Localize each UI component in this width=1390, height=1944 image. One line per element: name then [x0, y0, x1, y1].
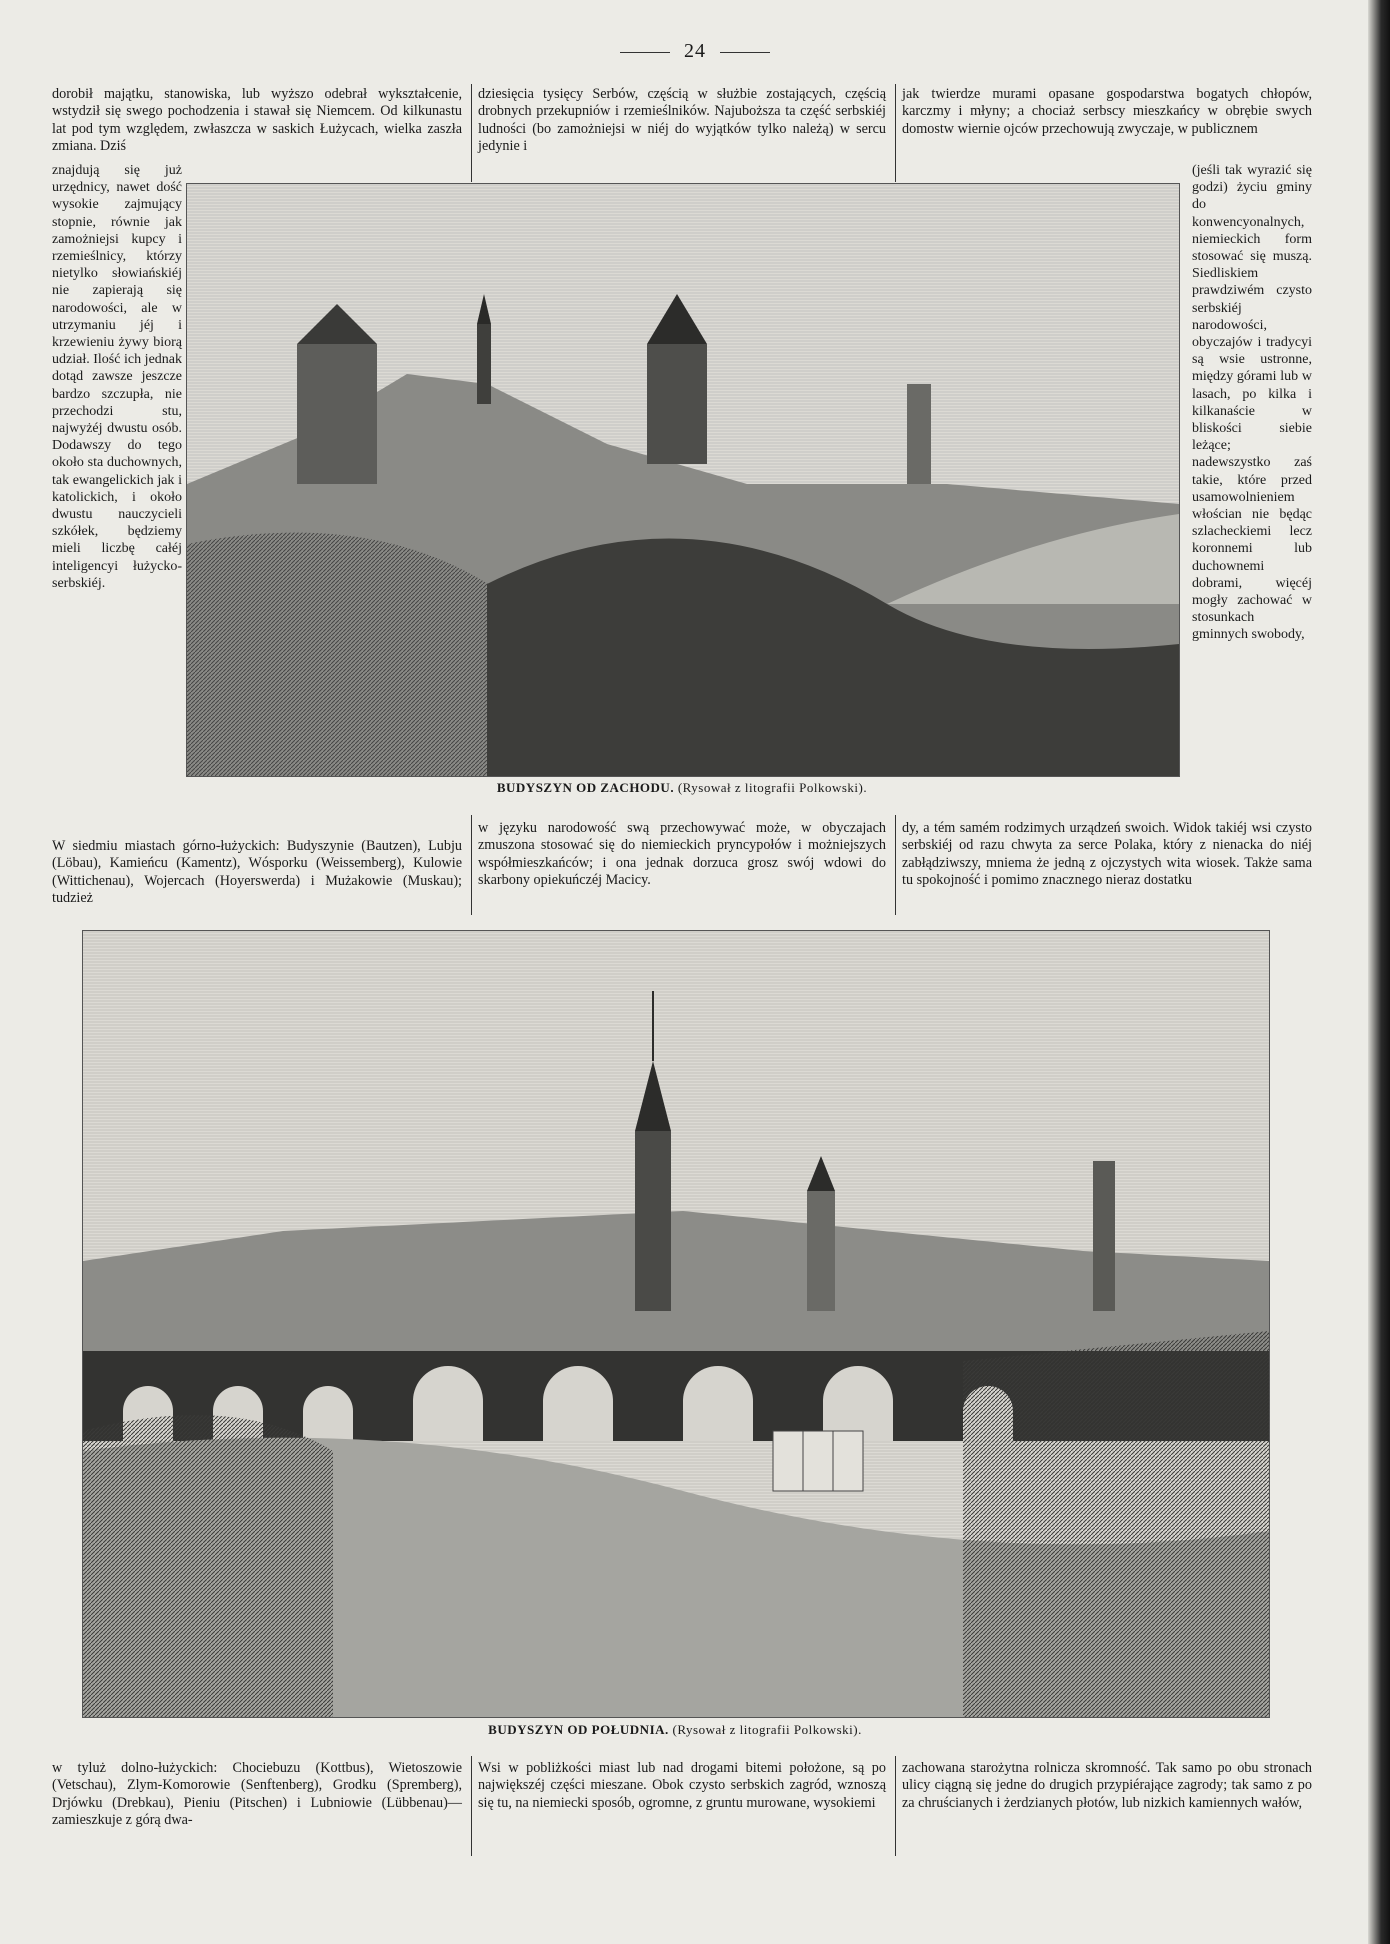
caption-1-note: (Rysował z litografii Polkowski). — [677, 780, 868, 795]
caption-2-note: (Rysował z litografii Polkowski). — [672, 1722, 862, 1737]
page-number-text: 24 — [684, 40, 706, 62]
column-rule — [471, 84, 472, 182]
column-rule — [895, 815, 896, 915]
bottom-right-column: zachowana starożytna rolnicza skromność. Tak samo po obu stronach ulicy ciągną się jedne do drugich przypiérające zagrody; tak samo z po za chruścianych i żerdzianych płotów, lub nizkich kamiennych wałów, — [902, 1760, 1312, 1811]
column-rule — [471, 1756, 472, 1856]
caption-illustration-2 — [82, 1722, 1268, 1738]
top-left-column: dorobił majątku, stanowiska, lub wyższo odebrał wykształcenie, wstydził się swego pochodzenia i stawał się Niemcem. Od kilkunastu lat pod tym względem, zwłaszcza w saskich Łużycach, wielka zaszła zmiana. Dziś — [52, 86, 462, 155]
page-number — [0, 40, 1390, 63]
caption-2-title: BUDYSZYN OD POŁUDNIA. — [488, 1722, 669, 1737]
mid-middle-column: w języku narodowość swą przechowywać może, w obyczajach zmuszona stosować się do niemieckich pryncypołów i możniejszych współmieszkańców; i ona jednak dorzuca grosz swój wdowi do skarbony opiekuńczéj Macicy. — [478, 820, 886, 889]
column-rule — [471, 815, 472, 915]
top-middle-column: dziesięcia tysięcy Serbów, częścią w służbie zostających, częścią drobnych przekupniów i rzemieślników. Najuboższa ta część serbskiéj ludności (bo zamożniejsi w niéj do wyjątków tylko należą) w sercu jedynie i — [478, 86, 886, 155]
column-rule — [895, 84, 896, 182]
illustration-bautzen-south — [82, 930, 1270, 1718]
mid-right-column: dy, a tém samém rodzimych urządzeń swoich. Widok takiéj wsi czysto serbskiéj od razu chwyta za serce Polaka, który z nienacka do niéj zabłądziwszy, mniema że jedną z ojczystych wita wiosek. Także sama tu spokojność i pomimo znacznego nieraz dostatku — [902, 820, 1312, 889]
right-narrow-column: (jeśli tak wyrazić się godzi) życiu gminy do konwencyonalnych, niemieckich form stosować się muszą. Siedliskiem prawdziwém czysto serbskiéj narodowości, obyczajów i tradycyi są wsie ustronne, między górami lub w lasach, po kilka i kilkanaście w bliskości siebie leżące; nadewszystko zaś takie, które przed usamowolnieniem włościan nie będąc szlacheckiemi lecz koronnemi lub duchownemi dobrami, więcéj mogły zachować w stosunkach gminnych swobody, — [1192, 163, 1312, 643]
illustration-bautzen-west — [186, 183, 1180, 777]
bottom-middle-column: Wsi w pobliżkości miast lub nad drogami bitemi położone, są po największéj części mieszane. Obok czysto serbskich zagród, wznoszą się tu, na niemiecki sposób, ogromne, z gruntu murowane, wysokiemi — [478, 1760, 886, 1811]
column-rule — [895, 1756, 896, 1856]
binding-edge — [1368, 0, 1390, 1944]
caption-1-title: BUDYSZYN OD ZACHODU. — [496, 780, 675, 795]
top-right-column: jak twierdze murami opasane gospodarstwa bogatych chłopów, karczmy i młyny; a chociaż serbscy mieszkańcy w obrębie swych domostw wiernie ojców przechowują zwyczaje, w publicznem — [902, 86, 1312, 137]
caption-illustration-1 — [186, 780, 1178, 796]
bottom-left-column: w tyluż dolno-łużyckich: Chociebuzu (Kottbus), Wietoszowie (Vetschau), Zlym-Komorowie (Senftenberg), Grodku (Spremberg), Drjówku (Drebkau), Pieniu (Pitschen) i Lubniowie (Lübbenau)—zamieszkuje z górą dwa- — [52, 1760, 462, 1829]
left-narrow-column: znajdują się już urzędnicy, nawet dość wysokie zajmujący stopnie, równie jak zamożniejsi kupcy i rzemieślnicy, którzy nietylko słowiańskiéj nie zapierają się narodowości, ale w utrzymaniu jéj i krzewieniu żywy biorą udział. Ilość ich jednak dotąd zawsze jeszcze bardzo szczupła, nie przechodzi stu, najwyżéj dwustu osób. Dodawszy do tego około sta duchownych, tak ewangelickich jak i katolickich, i około dwustu nauczycieli szkółek, będziemy mieli liczbę całéj inteligencyi łużycko-serbskiéj. — [52, 163, 182, 591]
mid-left-column: W siedmiu miastach górno-łużyckich: Budyszynie (Bautzen), Lubju (Löbau), Kamieńcu (Kamentz), Wósporku (Weissemberg), Kulowie (Wittichenau), Wojercach (Hoyerswerda) i Mużakowie (Muskau); tudzież — [52, 838, 462, 907]
